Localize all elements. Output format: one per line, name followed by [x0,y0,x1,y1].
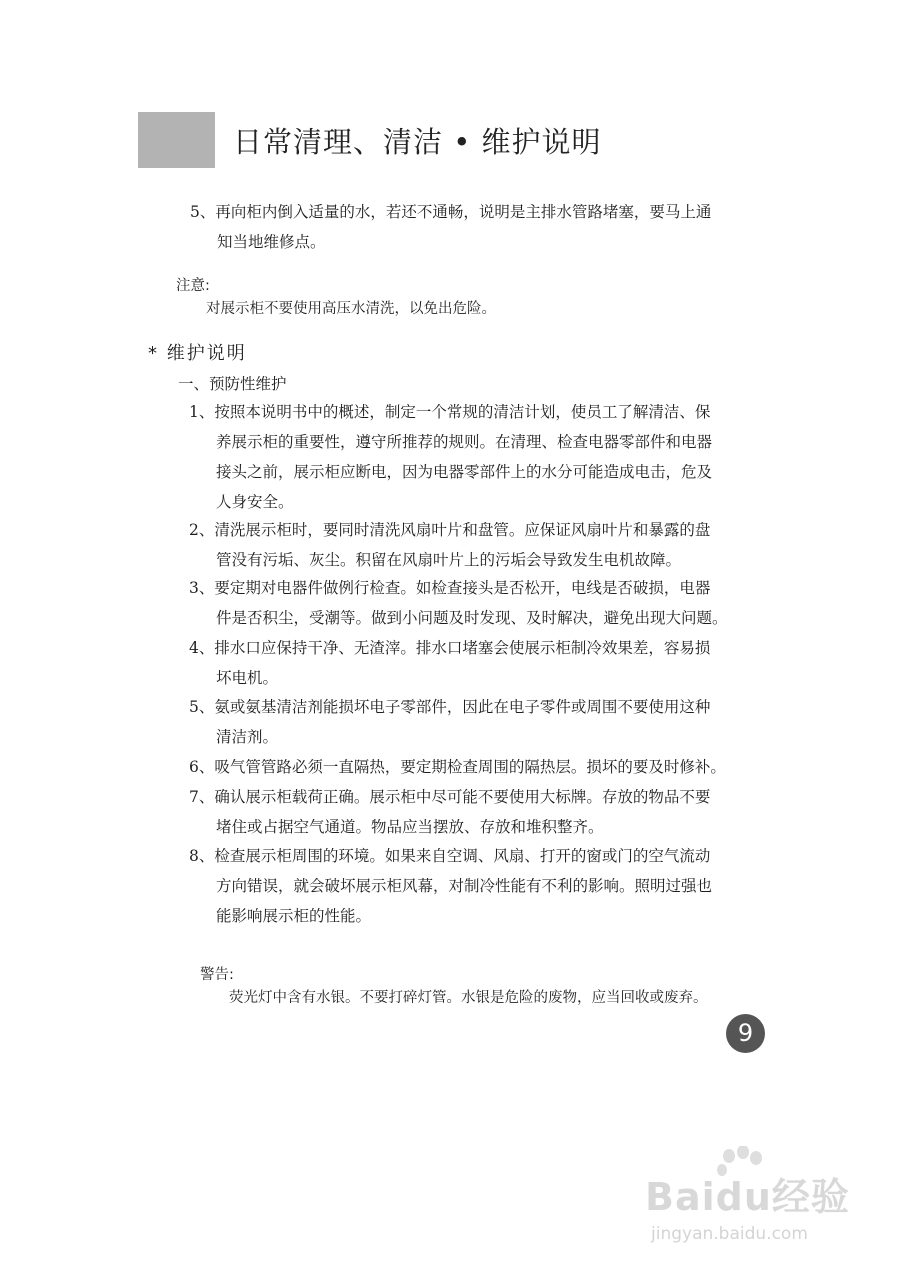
item-line: 8、检查展示柜周围的环境。如果来自空调、风扇、打开的窗或门的空气流动 [189,847,711,865]
item-line: 清洁剂。 [216,728,279,746]
item-4 [189,633,710,693]
baidu-watermark [645,1138,865,1268]
step-5-line-2: 知当地维修点。 [217,233,326,251]
item-5 [189,692,710,752]
item-1 [189,397,712,517]
item-line: 堵住或占据空气通道。物品应当摆放、存放和堆积整齐。 [216,818,604,836]
watermark-logo: Baidu经验 [645,1175,850,1219]
item-line: 坏电机。 [216,669,279,687]
notice-text: 对展示柜不要使用高压水清洗，以免出危险。 [206,301,496,317]
item-line: 3、要定期对电器件做例行检查。如检查接头是否松开，电线是否破损，电器 [189,579,711,597]
section-heading: * 维护说明 [148,343,247,364]
watermark-url: jingyan.baidu.com [651,1224,808,1244]
item-line: 7、确认展示柜载荷正确。展示柜中尽可能不要使用大标牌。存放的物品不要 [189,788,711,806]
notice-label: 注意: [176,278,210,294]
item-line: 件是否积尘，受潮等。做到小问题及时发现、及时解决，避免出现大问题。 [216,609,728,627]
item-6 [189,752,726,782]
item-line: 方向错误，就会破坏展示柜风幕，对制冷性能有不利的影响。照明过强也 [216,877,713,895]
section-subtitle: 一、预防性维护 [178,375,287,393]
item-line: 6、吸气管管路必须一直隔热，要定期检查周围的隔热层。损坏的要及时修补。 [189,758,726,776]
step-5-paragraph [190,197,711,257]
item-line: 2、清洗展示柜时，要同时清洗风扇叶片和盘管。应保证风扇叶片和暴露的盘 [189,521,711,539]
page-title: 日常清理、清洁 • 维护说明 [233,125,602,159]
step-5-line-1: 5、再向柜内倒入适量的水，若还不通畅，说明是主排水管路堵塞，要马上通 [190,203,712,221]
item-3 [189,573,728,633]
warning-label: 警告: [200,967,234,983]
warning-text: 荧光灯中含有水银。不要打碎灯管。水银是危险的废物，应当回收或废弃。 [229,990,708,1006]
item-7 [189,782,710,842]
item-line: 养展示柜的重要性，遵守所推荐的规则。在清理、检查电器零部件和电器 [216,433,713,451]
item-line: 接头之前，展示柜应断电，因为电器零部件上的水分可能造成电击，危及 [216,463,713,481]
page-number-badge: 9 [726,1014,765,1053]
item-2 [189,515,710,575]
title-gray-block [138,112,215,168]
item-line: 4、排水口应保持干净、无渣滓。排水口堵塞会使展示柜制冷效果差，容易损 [189,639,711,657]
item-line: 人身安全。 [216,493,294,511]
item-line: 能影响展示柜的性能。 [216,907,372,925]
item-line: 1、按照本说明书中的概述，制定一个常规的清洁计划，使员工了解清洁、保 [189,403,711,421]
item-8 [189,841,712,931]
item-line: 5、氨或氨基清洁剂能损坏电子零部件，因此在电子零件或周围不要使用这种 [189,698,711,716]
item-line: 管没有污垢、灰尘。积留在风扇叶片上的污垢会导致发生电机故障。 [216,551,682,569]
